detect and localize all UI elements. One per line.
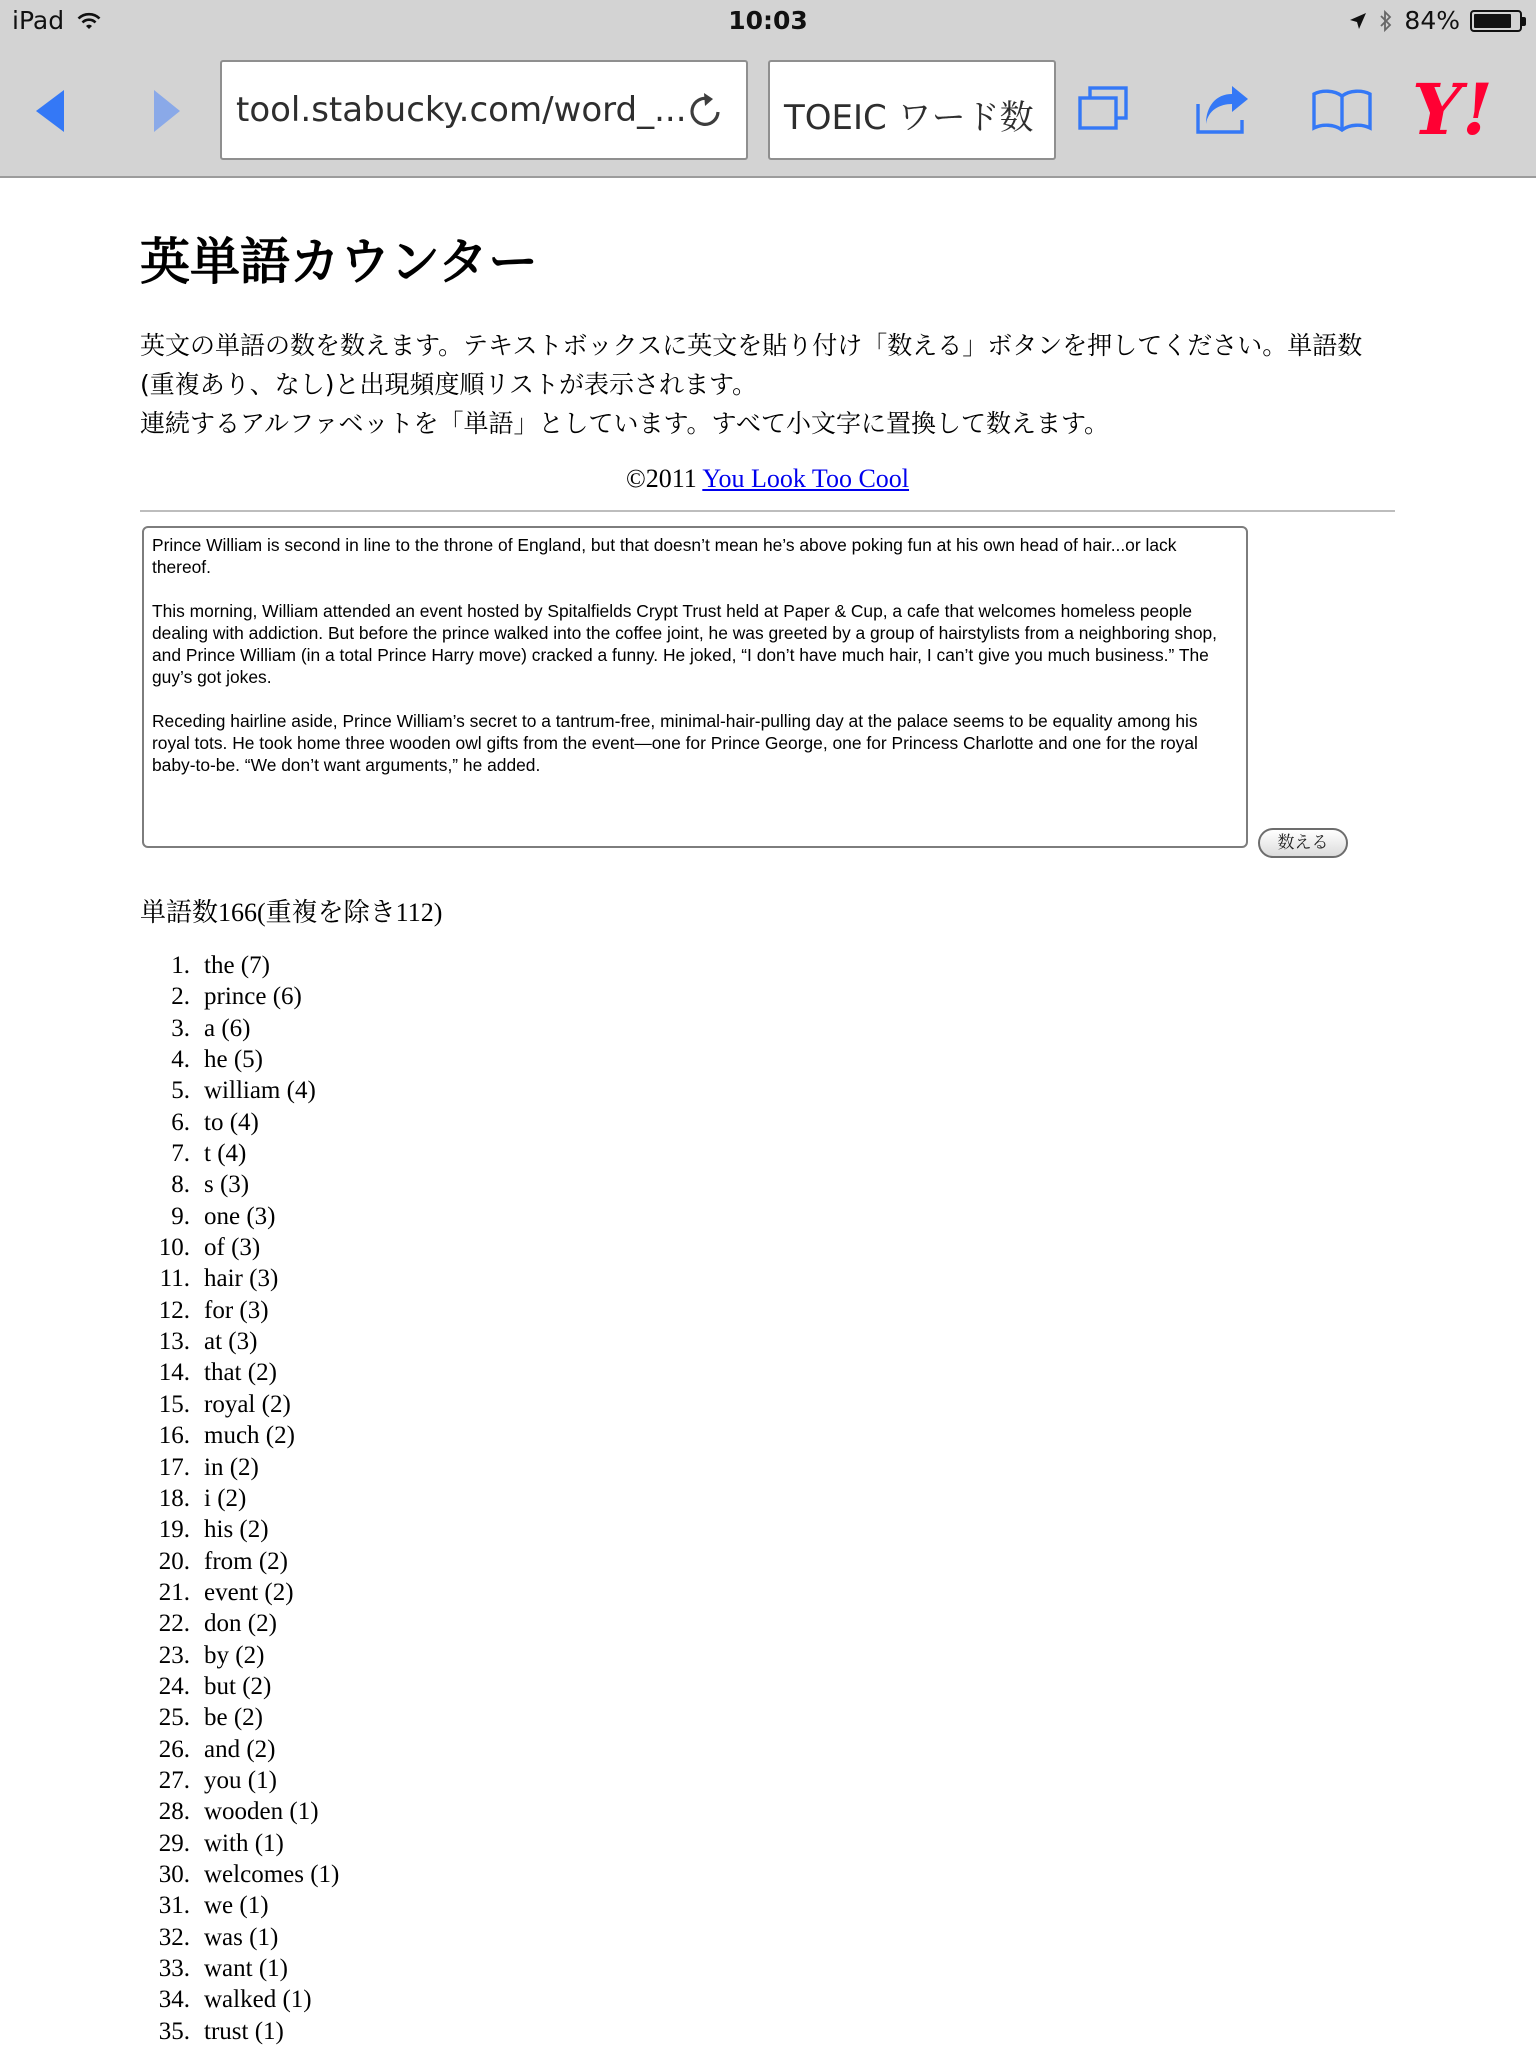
list-item-number: 11.	[159, 1265, 190, 1293]
list-item-number: 30.	[158, 1860, 190, 1888]
list-item-number: 35.	[158, 2017, 190, 2045]
list-item-word: was (1)	[204, 1923, 279, 1951]
list-item-word: by (2)	[204, 1641, 265, 1669]
frequency-list	[140, 950, 339, 2047]
list-item	[140, 1577, 339, 1608]
clock: 10:03	[728, 6, 808, 35]
battery-icon	[1470, 10, 1522, 32]
list-item-word: from (2)	[204, 1547, 288, 1575]
tabs-icon[interactable]	[1074, 82, 1138, 138]
list-item	[140, 1734, 339, 1765]
list-item	[140, 1922, 339, 1953]
list-item-number: 16.	[158, 1422, 190, 1450]
list-item-word: with (1)	[204, 1829, 284, 1857]
list-item-number: 22.	[158, 1610, 190, 1638]
list-item-word: a (6)	[204, 1014, 251, 1042]
list-item-number: 19.	[158, 1516, 190, 1544]
reload-icon[interactable]	[682, 88, 728, 134]
list-item-word: william (4)	[204, 1077, 316, 1105]
list-item-number: 27.	[158, 1766, 190, 1794]
share-icon[interactable]	[1192, 82, 1256, 138]
location-arrow-icon	[1348, 11, 1368, 31]
list-item	[140, 1702, 339, 1733]
list-item	[140, 1013, 339, 1044]
list-item-word: wooden (1)	[204, 1798, 319, 1826]
list-item-word: to (4)	[204, 1108, 259, 1136]
author-link[interactable]: You Look Too Cool	[702, 464, 910, 493]
page-title: 英単語カウンター	[140, 233, 538, 291]
list-item-word: one (3)	[204, 1202, 276, 1230]
divider	[140, 510, 1395, 512]
list-item-number: 33.	[158, 1955, 190, 1982]
list-item-word: t (4)	[204, 1140, 247, 1168]
search-query: TOEIC ワード数	[784, 98, 1034, 138]
list-item	[140, 1953, 339, 1984]
list-item	[140, 1357, 339, 1388]
status-bar	[0, 0, 1536, 40]
list-item-number: 24.	[158, 1672, 190, 1700]
list-item	[140, 1044, 339, 1075]
list-item-number: 23.	[158, 1641, 190, 1669]
description-rules: 連続するアルファベットを「単語」としています。すべて小文字に置換して数えます。	[140, 409, 1110, 438]
list-item-number: 3.	[171, 1014, 190, 1042]
url-text: tool.stabucky.com/word_...	[236, 90, 687, 130]
address-bar[interactable]	[220, 60, 748, 160]
list-item	[140, 1075, 339, 1106]
list-item-number: 15.	[158, 1390, 190, 1418]
list-item-word: hair (3)	[204, 1265, 279, 1293]
list-item	[140, 1546, 339, 1577]
copyright-year: ©2011	[625, 464, 697, 493]
list-item-number: 25.	[158, 1704, 190, 1732]
list-item	[140, 1389, 339, 1420]
list-item-number: 8.	[171, 1171, 190, 1199]
list-item-number: 4.	[171, 1046, 190, 1074]
list-item-word: royal (2)	[204, 1390, 291, 1418]
list-item-number: 31.	[158, 1892, 190, 1920]
list-item-number: 10.	[158, 1234, 190, 1262]
list-item-number: 28.	[158, 1798, 190, 1826]
device-name: iPad	[12, 6, 65, 35]
list-item-number: 34.	[158, 1986, 190, 2014]
browser-toolbar	[0, 40, 1536, 178]
list-item	[140, 1295, 339, 1326]
list-item-word: in (2)	[204, 1453, 259, 1481]
forward-arrow-icon[interactable]	[140, 80, 190, 142]
list-item	[140, 1514, 339, 1545]
battery-percent: 84%	[1404, 6, 1460, 35]
list-item	[140, 1640, 339, 1671]
list-item-word: don (2)	[204, 1610, 277, 1638]
list-item-word: you (1)	[204, 1766, 277, 1794]
search-field[interactable]	[768, 60, 1056, 160]
list-item-word: of (3)	[204, 1234, 261, 1262]
description-usage: 英文の単語の数を数えます。テキストボックスに英文を貼り付け「数える」ボタンを押してください。単語数(重複あり、なし)と出現頻度順リストが表示されます。	[140, 331, 1363, 399]
list-item	[140, 1107, 339, 1138]
list-item	[140, 1232, 339, 1263]
list-item-number: 20.	[158, 1547, 190, 1575]
list-item-word: that (2)	[204, 1359, 277, 1387]
list-item	[140, 1483, 339, 1514]
list-item	[140, 1671, 339, 1702]
list-item	[140, 1765, 339, 1796]
list-item	[140, 1890, 339, 1921]
list-item	[140, 1828, 339, 1859]
yahoo-logo[interactable]: Y!	[1412, 68, 1493, 151]
list-item-word: want (1)	[204, 1955, 288, 1982]
list-item-number: 2.	[171, 983, 190, 1011]
list-item-word: welcomes (1)	[204, 1860, 340, 1888]
list-item	[140, 1984, 339, 2015]
list-item-word: he (5)	[204, 1046, 263, 1074]
list-item	[140, 1859, 339, 1890]
list-item-number: 12.	[158, 1296, 190, 1324]
list-item-number: 13.	[158, 1328, 190, 1356]
list-item-word: s (3)	[204, 1171, 250, 1199]
list-item-word: at (3)	[204, 1328, 258, 1356]
list-item-word: his (2)	[204, 1516, 269, 1544]
list-item	[140, 1169, 339, 1200]
list-item-word: prince (6)	[204, 983, 302, 1011]
list-item-word: walked (1)	[204, 1986, 312, 2014]
list-item	[140, 1420, 339, 1451]
list-item	[140, 1201, 339, 1232]
list-item-number: 26.	[158, 1735, 190, 1763]
text-paragraph: This morning, William attended an event hosted by Spitalfields Crypt Trust held at Paper & Cup, a cafe that welcomes homeless people dealing with addiction. But before the prince walked into the coffee joint, he was greeted by a group of hairstylists from a neighboring shop, and Prince William (in a total Prince Harry move) cracked a funny. He joked, “I don’t have much hair, I can’t give you much business.” The guy’s got jokes.	[152, 601, 1218, 687]
list-item	[140, 950, 339, 981]
list-item-word: be (2)	[204, 1704, 263, 1732]
list-item-word: i (2)	[204, 1484, 247, 1512]
list-item	[140, 981, 339, 1012]
text-paragraph: Receding hairline aside, Prince William’s secret to a tantrum-free, minimal-hair-pulling day at the palace seems to be equality among his royal tots. He took home three wooden owl gifts from the event—one for Prince George, one for Princess Charlotte and one for the royal baby-to-be. “We don’t want arguments,” he added.	[152, 711, 1198, 775]
bookmarks-icon[interactable]	[1310, 82, 1374, 138]
list-item	[140, 1796, 339, 1827]
list-item-number: 9.	[171, 1202, 190, 1230]
list-item	[140, 1263, 339, 1294]
list-item-word: event (2)	[204, 1578, 294, 1606]
list-item-number: 7.	[171, 1140, 190, 1168]
list-item-number: 29.	[158, 1829, 190, 1857]
list-item-number: 1.	[171, 952, 190, 979]
list-item	[140, 2016, 339, 2047]
list-item-word: we (1)	[204, 1892, 269, 1920]
list-item-number: 18.	[158, 1484, 190, 1512]
word-count-summary: 単語数166(重複を除き112)	[140, 898, 443, 927]
english-text-input[interactable]	[142, 526, 1248, 848]
bluetooth-icon	[1378, 9, 1394, 33]
list-item-word: trust (1)	[204, 2017, 284, 2045]
list-item-number: 6.	[171, 1108, 190, 1136]
list-item-word: and (2)	[204, 1735, 276, 1763]
list-item-number: 21.	[158, 1578, 190, 1606]
text-paragraph: Prince William is second in line to the throne of England, but that doesn’t mean he’s above poking fun at his own head of hair...or lack thereof.	[152, 535, 1177, 577]
list-item-number: 5.	[171, 1077, 190, 1105]
list-item-word: the (7)	[204, 952, 270, 979]
list-item	[140, 1326, 339, 1357]
list-item-word: for (3)	[204, 1296, 269, 1324]
list-item-word: much (2)	[204, 1422, 295, 1450]
list-item	[140, 1608, 339, 1639]
list-item-number: 17.	[158, 1453, 190, 1481]
back-arrow-icon[interactable]	[24, 80, 74, 142]
copyright	[140, 464, 1395, 494]
list-item	[140, 1138, 339, 1169]
count-button[interactable]: 数える	[1258, 828, 1348, 858]
list-item-number: 32.	[158, 1923, 190, 1951]
list-item-word: but (2)	[204, 1672, 272, 1700]
list-item-number: 14.	[158, 1359, 190, 1387]
list-item	[140, 1452, 339, 1483]
